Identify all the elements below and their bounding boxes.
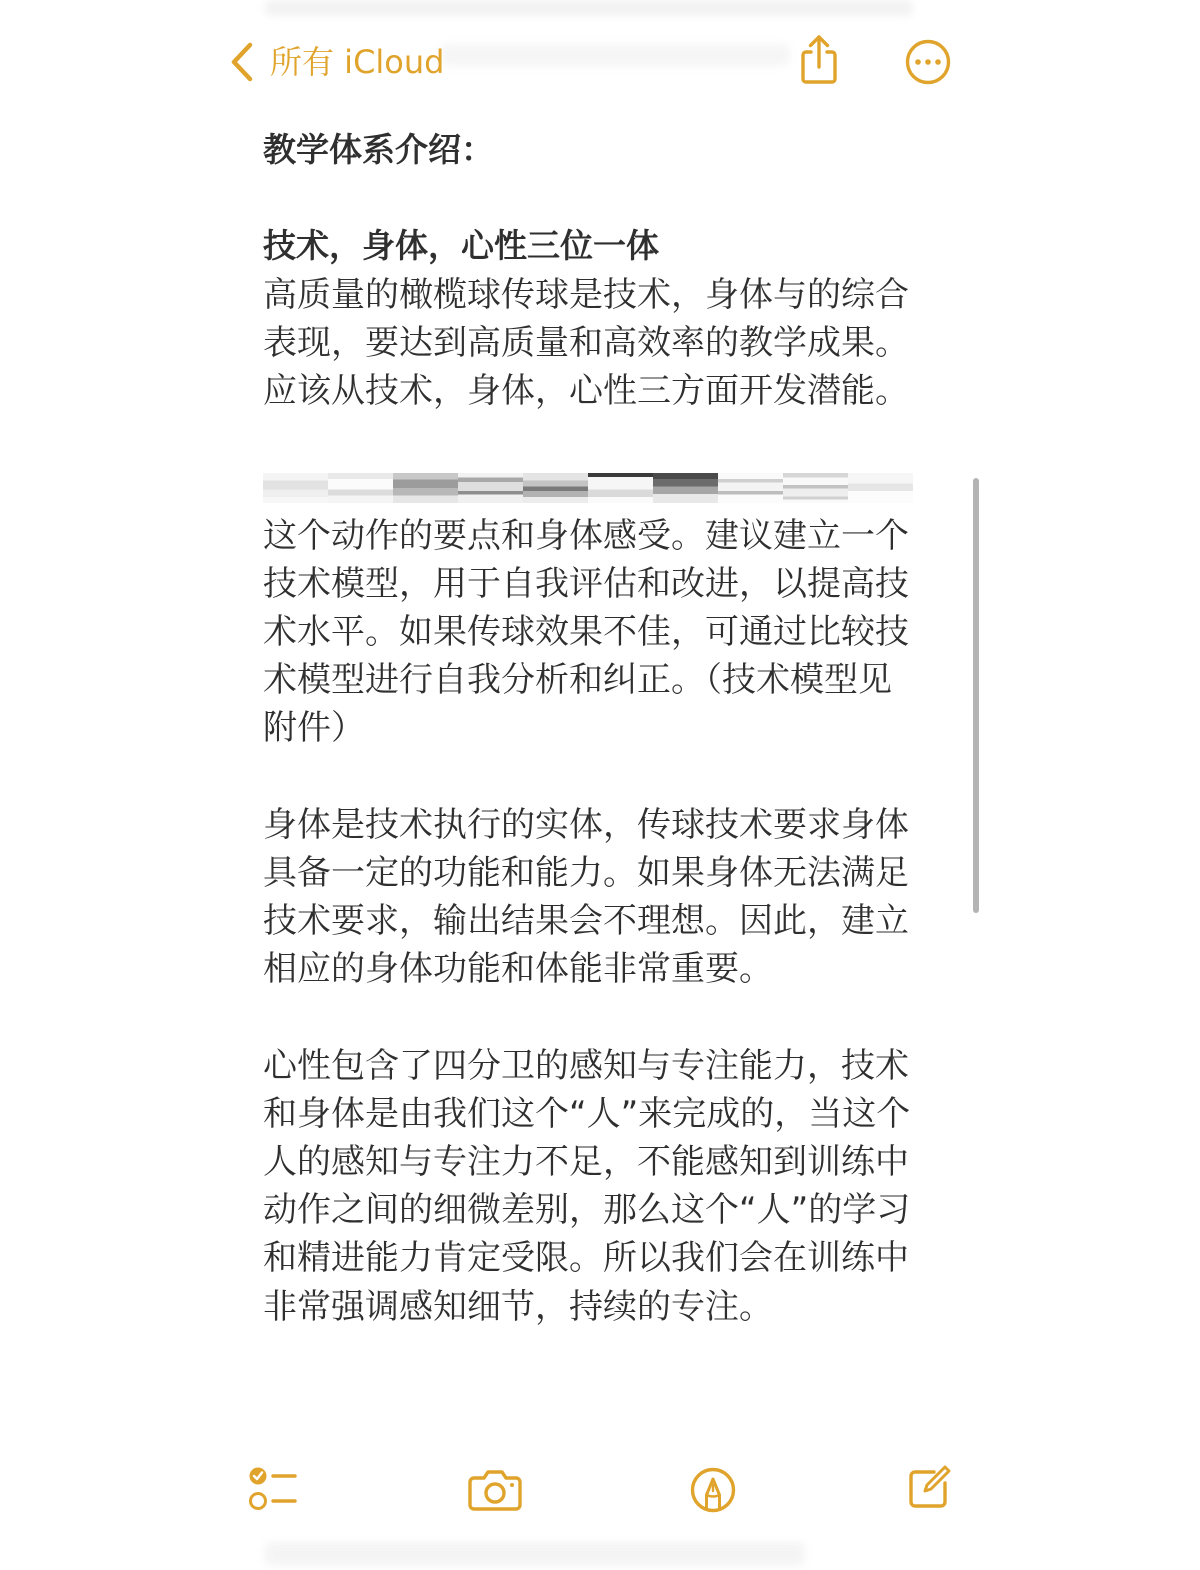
note-body[interactable] bbox=[263, 126, 963, 1331]
intro-line: 表现，要达到高质量和高效率的教学成果。 bbox=[263, 322, 909, 363]
bottom-toolbar bbox=[0, 1450, 1200, 1530]
redacted-block bbox=[848, 473, 913, 503]
blank-line bbox=[263, 993, 963, 1041]
blank-line bbox=[263, 415, 963, 463]
ellipsis-circle-icon bbox=[904, 38, 952, 86]
markup-button[interactable] bbox=[689, 1466, 737, 1514]
mind-line: 动作之间的细微差别，那么这个“人”的学习 bbox=[263, 1190, 911, 1231]
intro-line: 高质量的橄榄球传球是技术，身体与的综合 bbox=[263, 274, 909, 315]
compose-button[interactable] bbox=[906, 1464, 952, 1510]
redacted-block bbox=[523, 473, 588, 503]
compose-icon bbox=[906, 1464, 952, 1510]
markup-icon bbox=[689, 1466, 737, 1514]
navigation-bar bbox=[0, 0, 1200, 112]
share-icon bbox=[796, 31, 842, 85]
mind-line: 和身体是由我们这个“人”来完成的，当这个 bbox=[263, 1093, 911, 1134]
redacted-block bbox=[653, 473, 718, 503]
redacted-line bbox=[263, 463, 963, 511]
body-line: 具备一定的功能和能力。如果身体无法满足 bbox=[263, 852, 909, 893]
body-line: 身体是技术执行的实体，传球技术要求身体 bbox=[263, 804, 909, 845]
technique-line: 术水平。如果传球效果不佳，可通过比较技 bbox=[263, 611, 909, 652]
redacted-block bbox=[783, 473, 848, 503]
ghost-scrolled-text-bottom bbox=[265, 1542, 805, 1566]
back-button[interactable] bbox=[228, 38, 444, 86]
back-button-label: 所有 iCloud bbox=[270, 43, 445, 81]
camera-button[interactable] bbox=[467, 1468, 523, 1512]
technique-line: 术模型进行自我分析和纠正。（技术模型见 bbox=[263, 660, 892, 701]
redacted-block bbox=[393, 473, 458, 503]
checklist-button[interactable] bbox=[248, 1466, 298, 1512]
mind-line: 非常强调感知细节，持续的专注。 bbox=[263, 1286, 773, 1327]
redacted-block bbox=[263, 473, 328, 503]
body-line: 技术要求，输出结果会不理想。因此，建立 bbox=[263, 901, 909, 941]
mind-line: 人的感知与专注力不足，不能感知到训练中 bbox=[263, 1141, 909, 1182]
mind-line: 心性包含了四分卫的感知与专注能力，技术 bbox=[263, 1045, 909, 1086]
mind-line: 和精进能力肯定受限。所以我们会在训练中 bbox=[263, 1238, 909, 1279]
redacted-block bbox=[458, 473, 523, 503]
more-options-button[interactable] bbox=[904, 38, 952, 86]
redacted-block bbox=[588, 473, 653, 503]
section-heading: 技术，身体，心性三位一体 bbox=[263, 226, 659, 266]
technique-line: 这个动作的要点和身体感受。建议建立一个 bbox=[263, 515, 909, 556]
redacted-block bbox=[328, 473, 393, 503]
camera-icon bbox=[467, 1468, 523, 1512]
note-title: 教学体系介绍： bbox=[263, 130, 494, 169]
share-button[interactable] bbox=[796, 31, 842, 85]
intro-line: 应该从技术，身体，心性三方面开发潜能。 bbox=[263, 370, 909, 411]
chevron-left-icon bbox=[228, 40, 256, 84]
checklist-icon bbox=[248, 1466, 298, 1512]
blank-line bbox=[263, 752, 963, 800]
technique-line: 技术模型，用于自我评估和改进，以提高技 bbox=[263, 563, 909, 604]
body-line: 相应的身体功能和体能非常重要。 bbox=[263, 949, 773, 990]
redaction-mosaic bbox=[263, 473, 913, 503]
redacted-block bbox=[718, 473, 783, 503]
blank-line bbox=[263, 174, 963, 222]
technique-line: 附件） bbox=[263, 708, 365, 749]
scroll-indicator[interactable] bbox=[973, 478, 979, 913]
